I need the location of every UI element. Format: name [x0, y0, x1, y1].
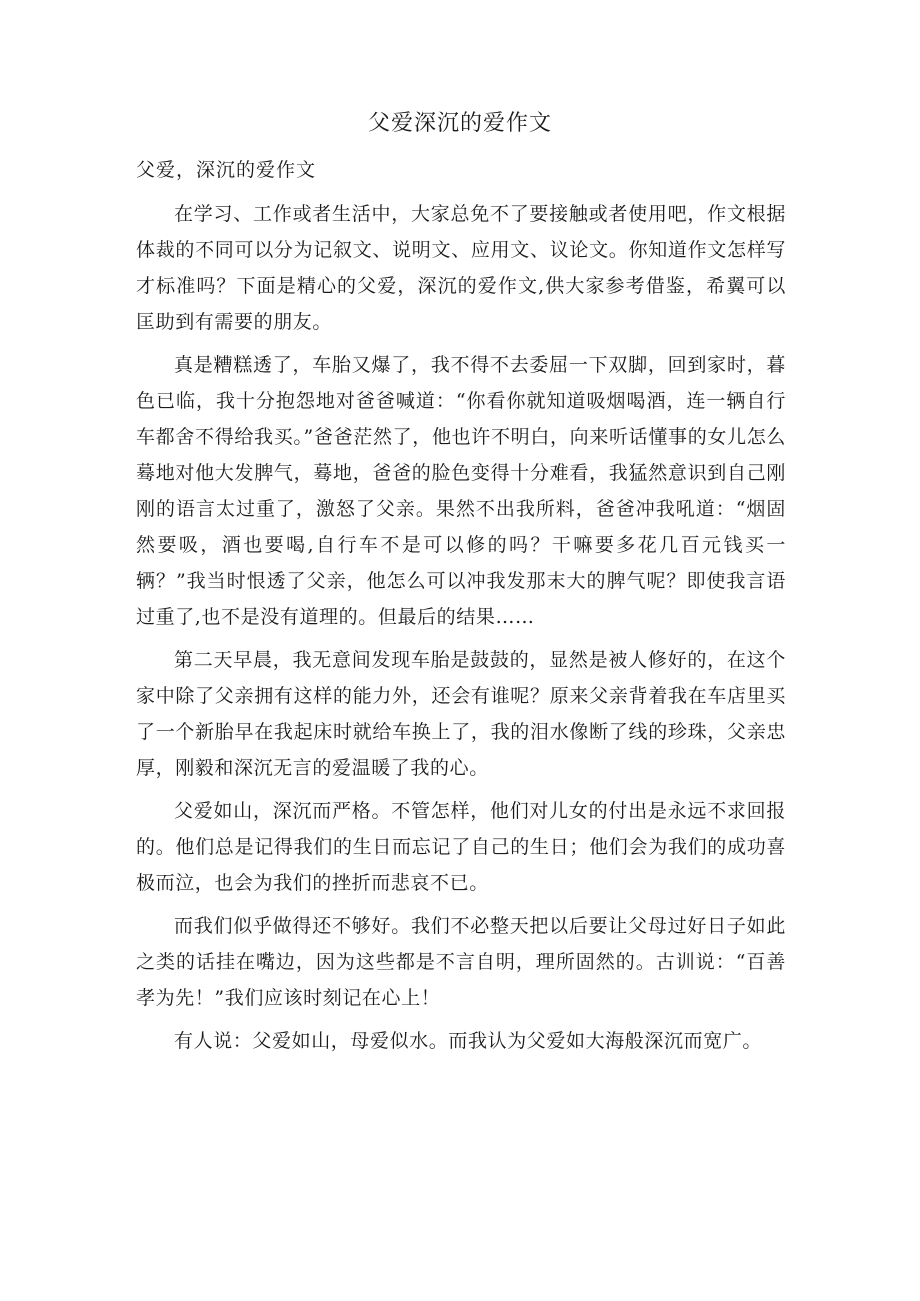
paragraph-story: 真是糟糕透了，车胎又爆了，我不得不去委屈一下双脚，回到家时，暮色已临，我十分抱怨地对爸爸喊道：“你看你就知道吸烟喝酒，连一辆自行车都舍不得给我买。”爸爸茫然了，他也许不明白，向来听话懂事的女儿怎么蓦地对他大发脾气，蓦地，爸爸的脸色变得十分难看，我猛然意识到自己刚刚的语言太过重了，激怒了父亲。果然不出我所料，爸爸冲我吼道：“烟固然要吸，酒也要喝,自行车不是可以修的吗？干嘛要多花几百元钱买一辆？”我当时恨透了父亲，他怎么可以冲我发那末大的脾气呢？即使我言语过重了,也不是没有道理的。但最后的结果……: [136, 354, 786, 628]
paragraph-conclusion: 有人说：父爱如山，母爱似水。而我认为父爱如大海般深沉而宽广。: [174, 1030, 763, 1052]
paragraph-next-morning: 第二天早晨，我无意间发现车胎是鼓鼓的，显然是被人修好的，在这个家中除了父亲拥有这样的能力外，还会有谁呢？原来父亲背着我在车店里买了一个新胎早在我起床时就给车换上了，我的泪水像断了线的珍珠，父亲忠厚，刚毅和深沉无言的爱温暖了我的心。: [136, 649, 786, 779]
document-subtitle: 父爱，深沉的爱作文: [136, 159, 317, 181]
document-title: 父爱深沉的爱作文: [367, 111, 552, 136]
paragraph-fathers-love: 父爱如山，深沉而严格。不管怎样，他们对儿女的付出是永远不求回报的。他们总是记得我们的生日而忘记了自己的生日；他们会为我们的成功喜极而泣，也会为我们的挫折而悲哀不已。: [136, 800, 786, 894]
paragraph-intro: 在学习、工作或者生活中，大家总免不了要接触或者使用吧，作文根据体裁的不同可以分为记叙文、说明文、应用文、议论文。你知道作文怎样写才标准吗？下面是精心的父爱，深沉的爱作文,供大家参考借鉴，希翼可以匡助到有需要的朋友。: [136, 203, 786, 333]
paragraph-filial-piety: 而我们似乎做得还不够好。我们不必整天把以后要让父母过好日子如此之类的话挂在嘴边，因为这些都是不言自明，理所固然的。古训说：“百善孝为先！”我们应该时刻记在心上！: [136, 915, 786, 1009]
document-body: [136, 196, 786, 1066]
